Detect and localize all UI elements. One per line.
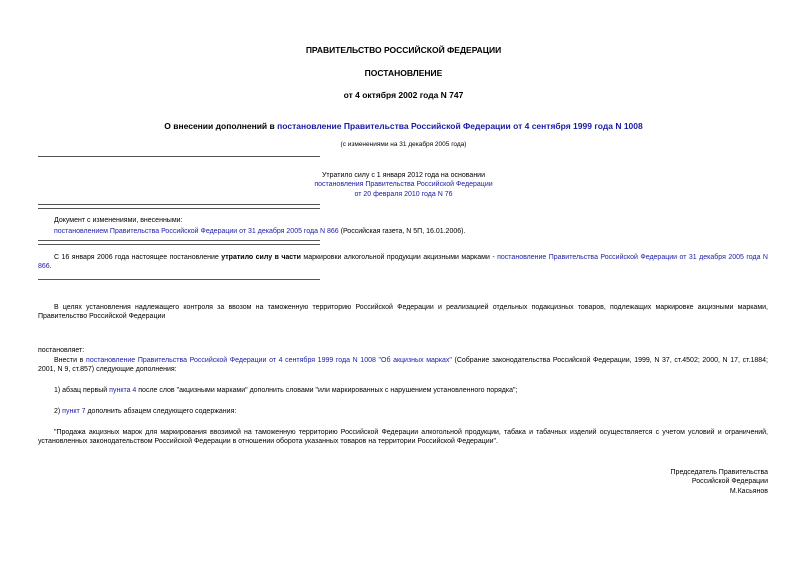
revision-note: (с изменениями на 31 декабря 2005 года)	[340, 141, 467, 148]
intro-paragraph: В целях установления надлежащего контроля за ввозом на таможенную территорию Российской Федерации и реализацией отдельных подакцизных товаров, подлежащих маркировке акцизными марками, Правительство Российской Федерации	[38, 304, 768, 321]
divider	[38, 208, 320, 209]
item-1-paragraph	[54, 386, 517, 395]
date-number-heading: от 4 октября 2002 года N 747	[343, 90, 464, 100]
authority-heading: ПРАВИТЕЛЬСТВО РОССИЙСКОЙ ФЕДЕРАЦИИ	[305, 45, 502, 55]
partial-text-3: .	[49, 263, 52, 271]
expired-link-line1[interactable]: постановления Правительства Российской Федерации	[314, 181, 493, 188]
document-title	[0, 121, 807, 132]
changes-label: Документ с изменениями, внесенными:	[54, 217, 183, 224]
divider	[38, 204, 320, 205]
title-prefix: О внесении дополнений в	[164, 121, 278, 131]
item1-text-1: 1) абзац первый	[54, 387, 110, 394]
divider	[38, 279, 320, 280]
amend-text-1: Внести в	[54, 357, 87, 364]
item1-text-2: после слов "акцизными марками" дополнить словами "или маркированных с нарушением установленного порядка";	[136, 387, 518, 394]
document-type-heading: ПОСТАНОВЛЕНИЕ	[364, 68, 443, 78]
divider	[38, 244, 320, 245]
amend-text-2: (Собрание законодательства Российской Федерации, 1999, N 37, ст.4502; 2000, N 17, ст.1884; 2001, N 9, ст.857) следующие дополнения:	[38, 357, 768, 374]
partial-text-1: С 16 января 2006 года настоящее постановление	[54, 254, 222, 261]
decides-label: постановляет:	[38, 347, 85, 354]
changes-source: (Российская газета, N 5П, 16.01.2006).	[338, 228, 466, 235]
item2-link[interactable]: пункт 7	[62, 408, 86, 415]
amend-link-1[interactable]: постановление Правительства Российской Федерации от 4 сентября 1999 года N 1008	[86, 357, 376, 364]
signature-block	[671, 468, 768, 496]
divider	[38, 156, 320, 157]
amend-link-2[interactable]: "Об акцизных марках"	[378, 357, 452, 364]
signature-title-line1: Председатель Правительства	[670, 469, 768, 476]
changes-line	[54, 227, 465, 236]
expired-notice-line: Утратило силу с 1 января 2012 года на основании	[321, 172, 486, 179]
item-2-paragraph	[54, 407, 236, 416]
changes-link[interactable]: постановлением Правительства Российской Федерации от 31 декабря 2005 года N 866	[54, 228, 339, 235]
partial-text-2: маркировки алкогольной продукции акцизными марками -	[300, 254, 498, 261]
title-link[interactable]: постановление Правительства Российской Федерации от 4 сентября 1999 года N 1008	[277, 121, 643, 131]
partial-bold: утратило силу в части	[221, 254, 301, 261]
divider	[38, 240, 320, 241]
amendment-paragraph	[38, 356, 768, 375]
quote-paragraph: "Продажа акцизных марок для маркирования ввозимой на таможенную территорию Российской Федерации алкогольной продукции, табака и табачных изделий осуществляется с учетом условий и ограничений, установленных законодательством Российской Федерации в отношении оборота указанных товаров на территории Российской Федерации".	[38, 429, 768, 446]
item1-link[interactable]: пункта 4	[109, 387, 137, 394]
signature-name: М.Касьянов	[729, 487, 768, 495]
signature-title-line2: Российской Федерации	[691, 478, 768, 486]
partial-repeal-paragraph	[38, 253, 768, 272]
item2-text-2: дополнить абзацем следующего содержания:	[85, 408, 237, 415]
partial-link[interactable]: постановление Правительства Российской Федерации от 31 декабря 2005 года N 866	[38, 254, 768, 271]
expired-link-line2[interactable]: от 20 февраля 2010 года N 76	[354, 191, 453, 198]
item2-text-1: 2)	[54, 408, 63, 415]
